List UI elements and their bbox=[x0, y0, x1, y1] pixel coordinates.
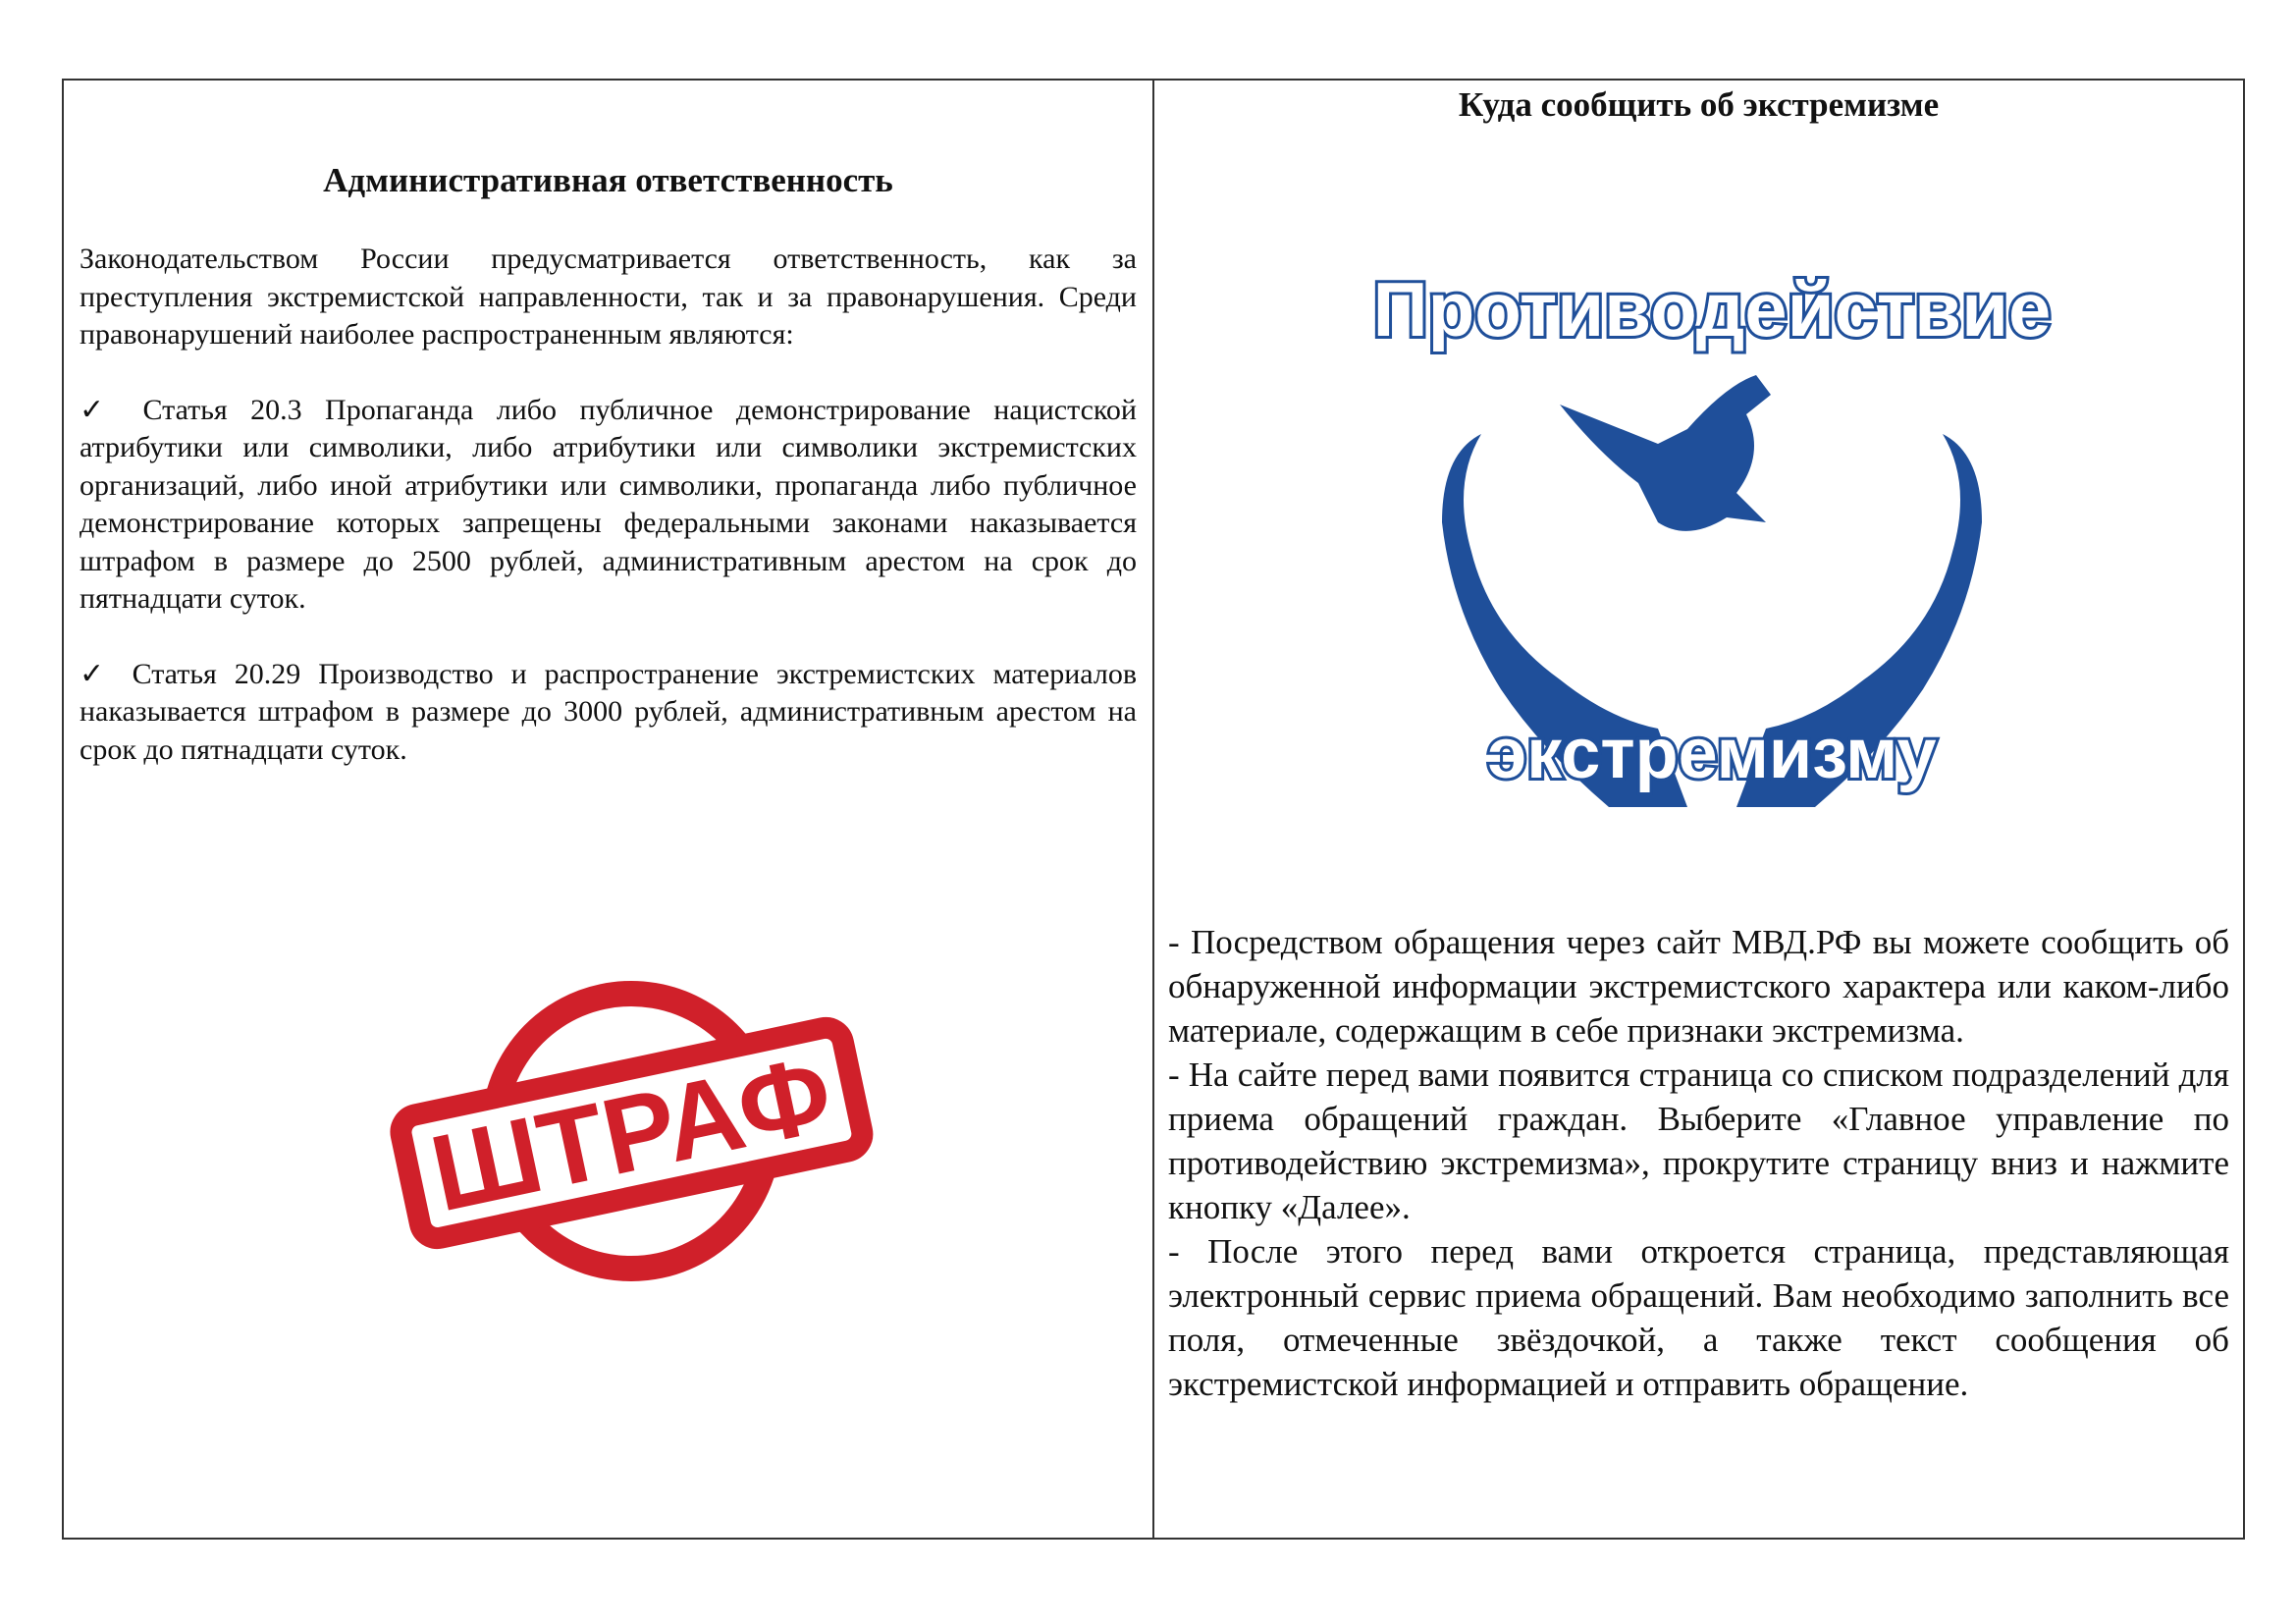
stamp-icon bbox=[366, 974, 896, 1288]
intro-paragraph: Законодательством России предусматривается ответственность, как за преступления экстремистской направленности, так и за правонарушения. Среди правонарушений наиболее распространенным являются: bbox=[80, 243, 1137, 351]
logo-bottom-text: экстремизму bbox=[1487, 715, 1937, 793]
dove-hands-icon bbox=[1334, 257, 2090, 837]
instruction-paragraph-3: - После этого перед вами откроется страница, представляющая электронный сервис приема обращений. Вам необходимо заполнить все поля, отмеченные звёздочкой, а также текст сообщения об экстремистской информацией и отправить обращение. bbox=[1168, 1232, 2229, 1403]
instruction-paragraph-2: - На сайте перед вами появится страница со списком подразделений для приема обращений граждан. Выберите «Главное управление по противодействию экстремизма», прокрутите страницу вниз и нажмите кнопку «Далее». bbox=[1168, 1056, 2229, 1226]
left-body bbox=[80, 241, 1137, 769]
logo-top-text: Противодействие bbox=[1372, 266, 2052, 352]
document-table bbox=[62, 79, 2245, 1540]
right-title: Куда сообщить об экстремизме bbox=[1458, 85, 1940, 124]
right-body bbox=[1168, 920, 2229, 1406]
left-cell bbox=[64, 81, 1154, 1538]
left-title: Административная ответственность bbox=[323, 161, 893, 199]
counter-extremism-logo bbox=[1334, 257, 2090, 837]
fine-stamp bbox=[366, 974, 896, 1288]
article-20-3-item: ✓ Статья 20.3 Пропаганда либо публичное демонстрирование нацистской атрибутики или символики, либо атрибутики или символики экстремистских организаций, либо иной атрибутики или символики, пропаганда либо публичное демонстрирование которых запрещены федеральными законами наказывается штрафом в размере до 2500 рублей, административным арестом на срок до пятнадцати суток. bbox=[80, 393, 1137, 615]
stamp-text: ШТРАФ bbox=[421, 1032, 842, 1235]
article-20-29-item: ✓ Статья 20.29 Производство и распространение экстремистских материалов наказывается штрафом в размере до 3000 рублей, административным арестом на срок до пятнадцати суток. bbox=[80, 657, 1137, 766]
right-cell bbox=[1154, 81, 2243, 1538]
instruction-paragraph-1: - Посредством обращения через сайт МВД.РФ вы можете сообщить об обнаруженной информации экстремистского характера или каком-либо материале, содержащим в себе признаки экстремизма. bbox=[1168, 923, 2229, 1050]
